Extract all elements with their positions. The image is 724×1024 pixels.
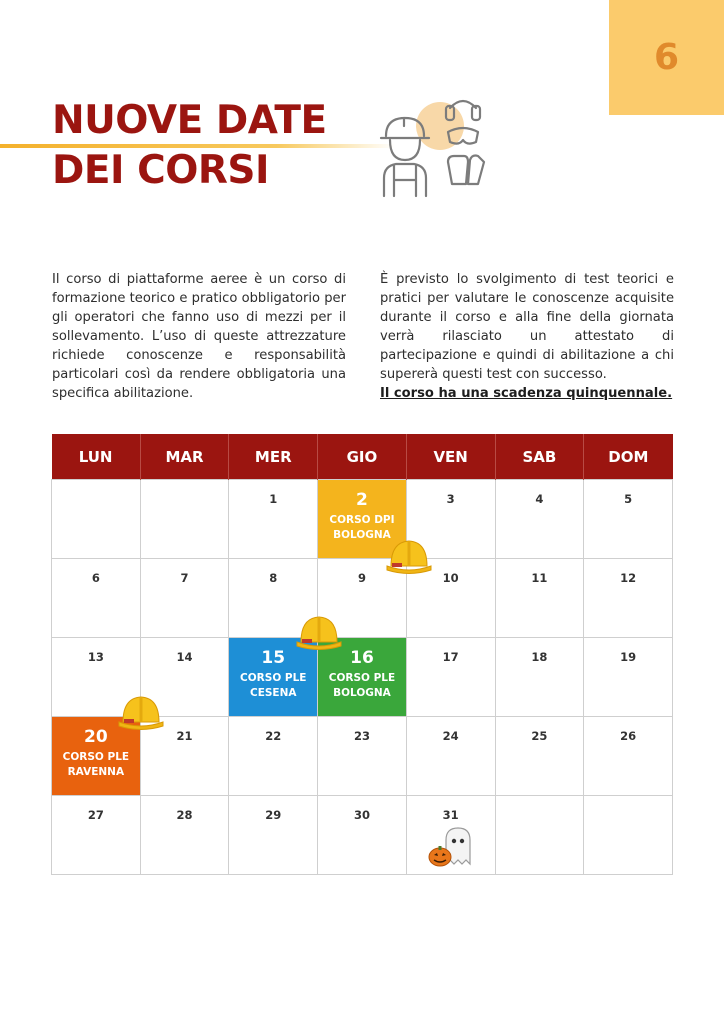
- day-number: 30: [353, 808, 370, 822]
- day-cell: [140, 796, 229, 875]
- weekday-tue: MAR: [140, 434, 229, 480]
- day-number: 17: [442, 650, 459, 664]
- day-number: 16: [350, 648, 374, 668]
- day-cell: [229, 480, 318, 559]
- day-number: 4: [535, 492, 544, 506]
- weekday-sat: SAB: [495, 434, 584, 480]
- page-number-badge: [609, 0, 724, 115]
- week-row: [52, 559, 673, 638]
- weekday-mon: LUN: [52, 434, 141, 480]
- event-label: CORSO PLE RAVENNA: [62, 751, 130, 778]
- day-cell: [406, 638, 495, 717]
- day-number: 18: [531, 650, 548, 664]
- empty-day-cell: [495, 796, 584, 875]
- empty-day-cell: [584, 796, 673, 875]
- day-number: 27: [87, 808, 104, 822]
- day-number: 29: [265, 808, 282, 822]
- day-number: 25: [531, 729, 548, 743]
- day-cell: [229, 796, 318, 875]
- day-cell: [584, 559, 673, 638]
- day-number: 9: [357, 571, 366, 585]
- day-number: 5: [624, 492, 633, 506]
- day-number: 7: [180, 571, 189, 585]
- week-row: [52, 480, 673, 559]
- day-cell: [495, 480, 584, 559]
- day-cell: [584, 717, 673, 796]
- day-number: 6: [91, 571, 100, 585]
- page-number: 6: [653, 37, 680, 78]
- day-number: 31: [442, 808, 459, 822]
- day-cell: [318, 796, 407, 875]
- event-label: CORSO PLE BOLOGNA: [328, 672, 396, 699]
- day-cell: [495, 717, 584, 796]
- course-calendar: [51, 434, 673, 875]
- day-cell: [52, 796, 141, 875]
- day-cell: [406, 717, 495, 796]
- day-cell: [318, 717, 407, 796]
- day-number: 28: [176, 808, 193, 822]
- title-underline: [0, 144, 395, 148]
- weekday-thu: GIO: [318, 434, 407, 480]
- day-number: 13: [87, 650, 104, 664]
- hard-hat-icon: [386, 536, 432, 576]
- empty-day-cell: [52, 480, 141, 559]
- weekday-sun: DOM: [584, 434, 673, 480]
- day-cell: [495, 638, 584, 717]
- week-row: [52, 796, 673, 875]
- day-cell: [495, 559, 584, 638]
- weekday-fri: VEN: [406, 434, 495, 480]
- hard-hat-icon: [118, 692, 164, 732]
- halloween-ghost-pumpkin-icon: [428, 826, 474, 868]
- title-line-2: DEI CORSI: [52, 148, 270, 193]
- day-cell: [229, 717, 318, 796]
- day-number: 12: [620, 571, 637, 585]
- day-number: 11: [531, 571, 548, 585]
- day-number: 14: [176, 650, 193, 664]
- validity-note: Il corso ha una scadenza quinquennale.: [380, 386, 673, 401]
- day-number: 1: [269, 492, 278, 506]
- day-number: 23: [353, 729, 370, 743]
- intro-left-column: [52, 270, 346, 403]
- day-number: 20: [84, 727, 108, 747]
- intro-right-column: [380, 270, 674, 403]
- day-cell: [140, 559, 229, 638]
- day-cell: [584, 480, 673, 559]
- day-number: 15: [261, 648, 286, 668]
- title-line-1: NUOVE DATE: [52, 98, 327, 143]
- day-number: 10: [442, 571, 459, 585]
- intro-right-text: È previsto lo svolgimento di test teorici e pratici per valutare le conoscenze acquisite durante il corso e alla fine della giornata verrà rilasciato un attestato di partecipazione e quindi di abilitazione a chi supererà questi test con successo.: [380, 272, 674, 382]
- day-number: 26: [620, 729, 637, 743]
- hard-hat-icon: [296, 612, 342, 652]
- day-number: 21: [176, 729, 193, 743]
- event-label: CORSO PLE CESENA: [240, 672, 307, 699]
- safety-worker-icon: [370, 92, 495, 202]
- day-cell: [584, 638, 673, 717]
- day-number: 24: [442, 729, 459, 743]
- day-number: 19: [620, 650, 637, 664]
- day-number: 2: [356, 490, 368, 510]
- day-number: 3: [446, 492, 455, 506]
- weekday-header-row: [52, 434, 673, 480]
- day-cell: [52, 559, 141, 638]
- weekday-wed: MER: [229, 434, 318, 480]
- day-number: 22: [265, 729, 282, 743]
- event-label: CORSO DPI BOLOGNA: [329, 514, 395, 541]
- empty-day-cell: [140, 480, 229, 559]
- day-number: 8: [269, 571, 278, 585]
- intro-left-text: Il corso di piattaforme aeree è un corso di formazione teorico e pratico obbligatorio per gli operatori che fanno uso di mezzi per il sollevamento. L’uso di queste attrezzature richiede conoscenze e responsabilità particolari così da rendere obbligatoria una specifica abilitazione.: [52, 272, 346, 401]
